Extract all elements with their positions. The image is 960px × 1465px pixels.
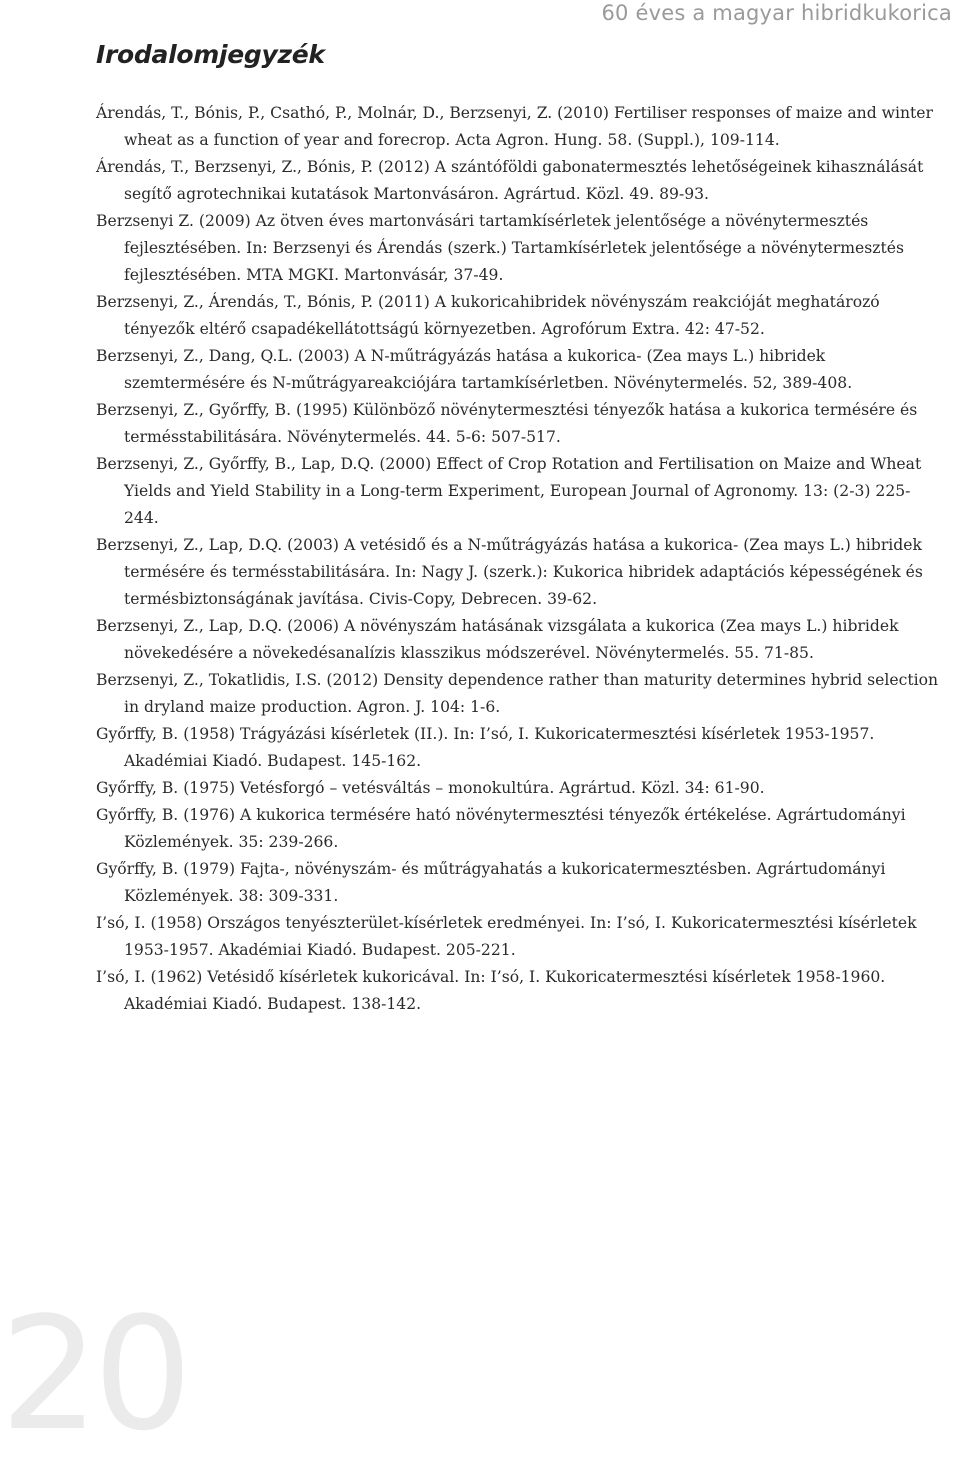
- reference-item: Berzsenyi, Z., Győrffy, B., Lap, D.Q. (2000) Effect of Crop Rotation and Fertilisation on Maize and Wheat Yields and Yield Stability in a Long-term Experiment, European Journal of Agronomy. 13: (2-3) 225-244.: [96, 455, 922, 527]
- reference-item: Berzsenyi, Z., Lap, D.Q. (2003) A vetésidő és a N-műtrágyázás hatása a kukorica- (Zea mays L.) hibridek termésére és termésstabilitására. In: Nagy J. (szerk.): Kukorica hibridek adaptációs képességének és termésbiztonságának javítása. Civis-Copy, Debrecen. 39-62.: [96, 536, 923, 608]
- reference-item: Berzsenyi, Z., Tokatlidis, I.S. (2012) Density dependence rather than maturity determines hybrid selection in dryland maize production. Agron. J. 104: 1-6.: [96, 671, 939, 716]
- reference-item: Berzsenyi, Z., Dang, Q.L. (2003) A N-műtrágyázás hatása a kukorica- (Zea mays L.) hibridek szemtermésére és N-műtrágyareakciójára tartamkísérletben. Növénytermelés. 52, 389-408.: [96, 347, 853, 392]
- reference-item: I’só, I. (1958) Országos tenyészterület-kísérletek eredményei. In: I’só, I. Kukoricatermesztési kísérletek 1953-1957. Akadémiai Kiadó. Budapest. 205-221.: [96, 914, 917, 959]
- reference-item: Árendás, T., Bónis, P., Csathó, P., Molnár, D., Berzsenyi, Z. (2010) Fertiliser responses of maize and winter wheat as a function of year and forecrop. Acta Agron. Hung. 58. (Suppl.), 109-114.: [96, 104, 933, 149]
- page-number: 20: [0, 1283, 187, 1465]
- reference-item: Berzsenyi, Z., Győrffy, B. (1995) Különböző növénytermesztési tényezők hatása a kukorica termésére és termésstabilitására. Növénytermelés. 44. 5-6: 507-517.: [96, 401, 918, 446]
- reference-item: Berzsenyi, Z., Árendás, T., Bónis, P. (2011) A kukoricahibridek növényszám reakcióját meghatározó tényezők eltérő csapadékellátottságú környezetben. Agrofórum Extra. 42: 47-52.: [96, 293, 880, 338]
- reference-item: Győrffy, B. (1958) Trágyázási kísérletek (II.). In: I’só, I. Kukoricatermesztési kísérletek 1953-1957. Akadémiai Kiadó. Budapest. 145-162.: [96, 725, 875, 770]
- reference-item: Berzsenyi, Z., Lap, D.Q. (2006) A növényszám hatásának vizsgálata a kukorica (Zea mays L.) hibridek növekedésére a növekedésanalízis klasszikus módszerével. Növénytermelés. 55. 71-85.: [96, 617, 899, 662]
- reference-item: I’só, I. (1962) Vetésidő kísérletek kukoricával. In: I’só, I. Kukoricatermesztési kísérletek 1958-1960. Akadémiai Kiadó. Budapest. 138-142.: [96, 968, 886, 1013]
- reference-item: Győrffy, B. (1975) Vetésforgó – vetésváltás – monokultúra. Agrártud. Közl. 34: 61-90.: [96, 779, 765, 797]
- reference-list: [96, 100, 940, 1018]
- reference-item: Árendás, T., Berzsenyi, Z., Bónis, P. (2012) A szántóföldi gabonatermesztés lehetőségeinek kihasználását segítő agrotechnikai kutatások Martonvásáron. Agrártud. Közl. 49. 89-93.: [96, 158, 924, 203]
- reference-item: Berzsenyi Z. (2009) Az ötven éves martonvásári tartamkísérletek jelentősége a növénytermesztés fejlesztésében. In: Berzsenyi és Árendás (szerk.) Tartamkísérletek jelentősége a növénytermesztés fejlesztésében. MTA MGKI. Martonvásár, 37-49.: [96, 212, 904, 284]
- reference-item: Győrffy, B. (1976) A kukorica termésére ható növénytermesztési tényezők értékelése. Agrártudományi Közlemények. 35: 239-266.: [96, 806, 906, 851]
- reference-item: Győrffy, B. (1979) Fajta-, növényszám- és műtrágyahatás a kukoricatermesztésben. Agrártudományi Közlemények. 38: 309-331.: [96, 860, 886, 905]
- running-header: 60 éves a magyar hibridkukorica: [601, 1, 952, 25]
- section-title: Irodalomjegyzék: [96, 40, 325, 69]
